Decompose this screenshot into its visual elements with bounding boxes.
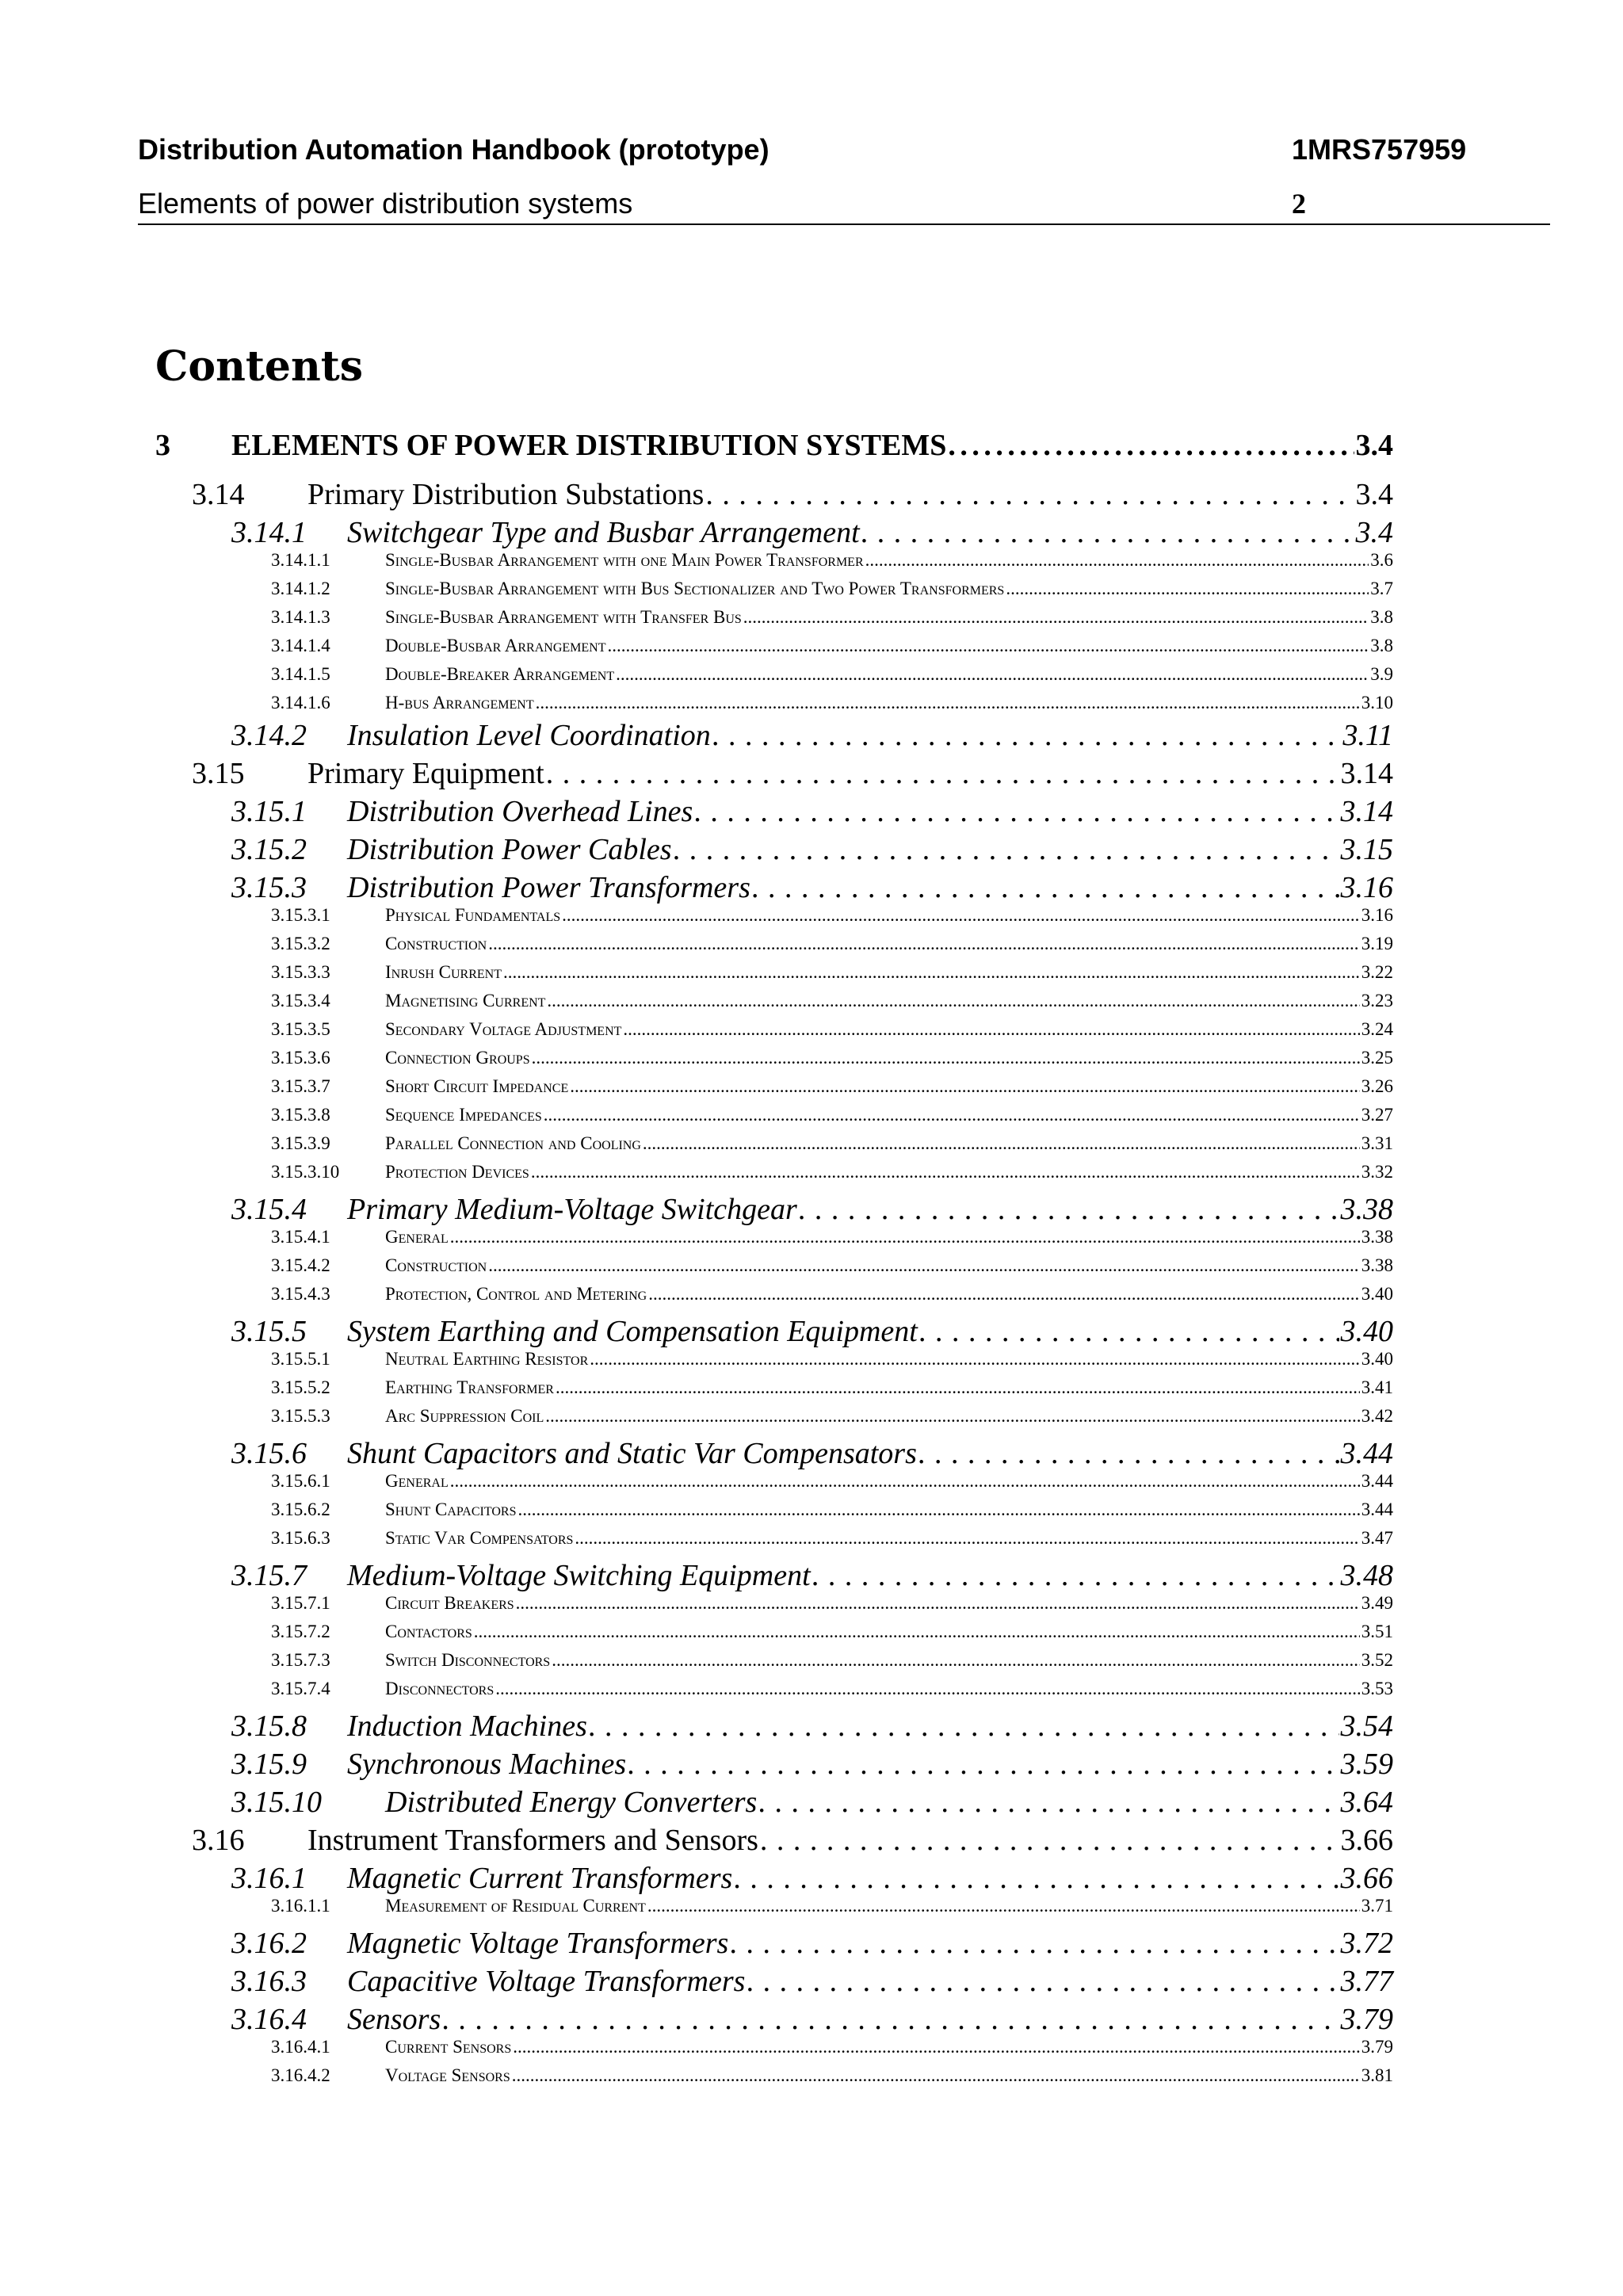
toc-dot-leader <box>545 1406 1359 1427</box>
toc-dot-leader <box>590 1349 1360 1370</box>
toc-entry-page: 3.7 <box>1370 579 1393 598</box>
toc-entry-page: 3.38 <box>1361 1255 1393 1275</box>
toc-entry-page: 3.41 <box>1361 1377 1393 1397</box>
toc-entry-number: 3.15.4.3 <box>271 1284 330 1304</box>
chapter-subtitle: Elements of power distribution systems <box>138 187 633 220</box>
toc-dot-leader <box>450 1471 1360 1492</box>
toc-entry-number: 3.16.1.1 <box>271 1896 330 1916</box>
toc-entry-number: 3.15.3.9 <box>271 1133 330 1153</box>
toc-entry-title: Primary Equipment <box>307 757 544 790</box>
toc-entry-title: Construction <box>385 1255 487 1275</box>
toc-entry-title: Induction Machines <box>347 1710 587 1743</box>
toc-entry[interactable] <box>231 1192 1393 1227</box>
toc-entry-title: Magnetic Current Transformers <box>347 1862 733 1895</box>
toc-entry[interactable] <box>271 1105 1393 1125</box>
toc-dot-leader <box>628 1747 1338 1782</box>
toc-entry[interactable] <box>271 2065 1393 2086</box>
toc-entry-title: Single-Busbar Arrangement with Bus Sectionalizer and Two Power Transformers <box>385 579 1005 598</box>
toc-entry[interactable] <box>231 718 1393 753</box>
toc-entry[interactable] <box>271 1650 1393 1671</box>
toc-dot-leader <box>547 991 1359 1011</box>
toc-entry-page: 3.66 <box>1340 1862 1393 1895</box>
toc-entry-title: General <box>385 1227 449 1247</box>
toc-entry-title: Distribution Power Cables <box>347 833 672 866</box>
toc-dot-leader <box>712 718 1342 753</box>
toc-dot-leader <box>674 832 1339 867</box>
toc-dot-leader <box>546 756 1339 791</box>
toc-entry-number: 3.15.5.2 <box>271 1377 330 1397</box>
toc-entry[interactable] <box>271 607 1393 628</box>
toc-dot-leader <box>495 1679 1360 1699</box>
toc-entry[interactable] <box>271 1896 1393 1916</box>
toc-entry-title: Measurement of Residual Current <box>385 1896 646 1916</box>
toc-entry-number: 3.15.5.1 <box>271 1349 330 1369</box>
toc-entry[interactable] <box>271 1255 1393 1276</box>
toc-entry-title: Voltage Sensors <box>385 2065 510 2085</box>
toc-entry-page: 3.15 <box>1340 833 1393 866</box>
toc-entry[interactable] <box>271 1162 1393 1182</box>
toc-entry-title: Sensors <box>347 2003 441 2036</box>
toc-dot-leader <box>503 962 1360 983</box>
toc-entry-number: 3.15.10 <box>231 1786 322 1819</box>
toc-entry-title: Instrument Transformers and Sensors <box>307 1824 758 1857</box>
toc-entry-page: 3.8 <box>1370 607 1393 627</box>
toc-dot-leader <box>442 2002 1338 2037</box>
toc-entry-title: Shunt Capacitors <box>385 1499 517 1519</box>
toc-entry[interactable] <box>271 1284 1393 1305</box>
toc-entry-page: 3.40 <box>1361 1284 1393 1304</box>
toc-entry-page: 3.79 <box>1340 2003 1393 2036</box>
toc-entry-title: Double-Busbar Arrangement <box>385 636 606 655</box>
toc-entry-title: Physical Fundamentals <box>385 905 561 925</box>
toc-entry-page: 3.8 <box>1370 636 1393 655</box>
toc-entry-number: 3.15.7.3 <box>271 1650 330 1670</box>
toc-entry-number: 3.15.6.2 <box>271 1499 330 1519</box>
toc-entry-page: 3.71 <box>1361 1896 1393 1916</box>
toc-entry-title: Parallel Connection and Cooling <box>385 1133 641 1153</box>
toc-entry-number: 3.16.4 <box>231 2003 307 2036</box>
toc-entry-page: 3.16 <box>1340 871 1393 904</box>
toc-entry-page: 3.40 <box>1340 1315 1393 1348</box>
toc-entry[interactable] <box>271 1377 1393 1398</box>
toc-entry-number: 3.15.3.10 <box>271 1162 340 1182</box>
toc-entry-title: Sequence Impedances <box>385 1105 542 1125</box>
toc-entry-title: Circuit Breakers <box>385 1593 514 1613</box>
toc-entry[interactable] <box>271 1019 1393 1040</box>
toc-entry-number: 3.16.2 <box>231 1927 307 1960</box>
toc-entry-page: 3.59 <box>1340 1748 1393 1781</box>
toc-entry[interactable] <box>271 905 1393 926</box>
handbook-title: Distribution Automation Handbook (prototype) <box>138 133 769 166</box>
toc-entry-number: 3.15.3.7 <box>271 1076 330 1096</box>
toc-entry-page: 3.48 <box>1340 1559 1393 1592</box>
toc-entry-title: Double-Breaker Arrangement <box>385 664 615 684</box>
toc-entry-title: Distributed Energy Converters <box>385 1786 758 1819</box>
toc-entry[interactable] <box>231 515 1393 550</box>
toc-entry-number: 3.16.4.1 <box>271 2037 330 2057</box>
toc-entry-page: 3.42 <box>1361 1406 1393 1426</box>
toc-entry[interactable] <box>271 1499 1393 1520</box>
toc-entry-page: 3.14 <box>1340 795 1393 828</box>
toc-dot-leader <box>616 664 1369 685</box>
toc-entry-title: H-bus Arrangement <box>385 693 534 712</box>
toc-dot-leader <box>647 1896 1360 1916</box>
toc-dot-leader <box>705 477 1354 512</box>
toc-dot-leader <box>760 1823 1339 1858</box>
toc-entry[interactable] <box>271 991 1393 1011</box>
toc-dot-leader <box>488 934 1360 954</box>
toc-dot-leader <box>747 1964 1338 1999</box>
toc-dot-leader <box>608 636 1369 656</box>
toc-entry[interactable] <box>192 756 1393 791</box>
toc-dot-leader <box>919 1314 1339 1349</box>
header-subtitle-row <box>138 187 1550 220</box>
toc-entry-page: 3.38 <box>1361 1227 1393 1247</box>
toc-entry-page: 3.22 <box>1361 962 1393 982</box>
toc-entry-number: 3.16.4.2 <box>271 2065 330 2085</box>
toc-entry[interactable] <box>231 870 1393 905</box>
toc-dot-leader <box>517 1499 1359 1520</box>
toc-entry[interactable] <box>231 1926 1393 1961</box>
toc-entry[interactable] <box>231 794 1393 829</box>
toc-dot-leader <box>544 1105 1360 1125</box>
toc-entry-title: Construction <box>385 934 487 953</box>
toc-entry-page: 3.27 <box>1361 1105 1393 1125</box>
header-title-row <box>138 133 1550 166</box>
toc-entry-page: 3.4 <box>1355 478 1393 511</box>
toc-dot-leader <box>562 905 1360 926</box>
toc-entry-page: 3.77 <box>1340 1965 1393 1998</box>
toc-entry-number: 3.14.1.5 <box>271 664 330 684</box>
toc-entry[interactable] <box>271 1622 1393 1642</box>
toc-entry[interactable] <box>231 2002 1393 2037</box>
toc-entry-number: 3.15.6.1 <box>271 1471 330 1491</box>
toc-entry-number: 3.15.1 <box>231 795 307 828</box>
toc-entry[interactable] <box>271 636 1393 656</box>
toc-entry-title: Secondary Voltage Adjustment <box>385 1019 622 1039</box>
toc-entry-number: 3.14.1.6 <box>271 693 330 712</box>
toc-dot-leader <box>589 1709 1339 1744</box>
toc-entry-number: 3.15.7.1 <box>271 1593 330 1613</box>
toc-entry-title: Medium-Voltage Switching Equipment <box>347 1559 811 1592</box>
toc-entry[interactable] <box>271 2037 1393 2057</box>
toc-entry-page: 3.24 <box>1361 1019 1393 1039</box>
toc-entry-number: 3.16.1 <box>231 1862 307 1895</box>
toc-entry-number: 3.14.1.2 <box>271 579 330 598</box>
toc-entry-page: 3.19 <box>1361 934 1393 953</box>
toc-entry-page: 3.66 <box>1340 1824 1393 1857</box>
toc-entry[interactable] <box>271 693 1393 713</box>
toc-dot-leader <box>532 1048 1360 1068</box>
toc-entry-title: Primary Distribution Substations <box>307 478 705 511</box>
toc-dot-leader <box>623 1019 1359 1040</box>
toc-dot-leader <box>570 1076 1360 1097</box>
toc-entry-title: Protection Devices <box>385 1162 529 1182</box>
toc-entry-title: Primary Medium-Voltage Switchgear <box>347 1193 797 1226</box>
toc-entry[interactable] <box>271 664 1393 685</box>
toc-entry-number: 3.15.3.3 <box>271 962 330 982</box>
toc-entry-number: 3.14 <box>192 478 245 511</box>
toc-entry-title: Switchgear Type and Busbar Arrangement <box>347 516 860 549</box>
toc-entry-number: 3.15.3.4 <box>271 991 330 1010</box>
toc-dot-leader <box>516 1593 1360 1614</box>
toc-entry[interactable] <box>231 832 1393 867</box>
toc-entry-page: 3.31 <box>1361 1133 1393 1153</box>
document-id: 1MRS757959 <box>1292 133 1467 166</box>
toc-entry-number: 3.15 <box>192 757 245 790</box>
toc-dot-leader <box>734 1861 1338 1896</box>
toc-entry-number: 3.14.1.4 <box>271 636 330 655</box>
toc-entry-page: 3.54 <box>1340 1710 1393 1743</box>
toc-entry[interactable] <box>271 1471 1393 1492</box>
toc-entry-title: Protection, Control and Metering <box>385 1284 647 1304</box>
toc-dot-leader <box>536 693 1360 713</box>
toc-entry[interactable] <box>271 962 1393 983</box>
toc-dot-leader <box>575 1528 1359 1549</box>
toc-dot-leader <box>556 1377 1360 1398</box>
toc-dot-leader <box>643 1133 1360 1154</box>
toc-entry-page: 3.25 <box>1361 1048 1393 1068</box>
toc-entry[interactable] <box>231 1747 1393 1782</box>
toc-dot-leader <box>758 1785 1338 1820</box>
toc-entry-number: 3.15.3.2 <box>271 934 330 953</box>
toc-dot-leader <box>450 1227 1360 1247</box>
toc-entry-page: 3.10 <box>1361 693 1393 712</box>
toc-entry-page: 3.32 <box>1361 1162 1393 1182</box>
toc-entry-page: 3.16 <box>1361 905 1393 925</box>
toc-dot-leader <box>531 1162 1360 1182</box>
toc-entry-number: 3.15.4.1 <box>271 1227 330 1247</box>
toc-entry-title: Single-Busbar Arrangement with Transfer Bus <box>385 607 742 627</box>
toc-entry-number: 3.15.8 <box>231 1710 307 1743</box>
toc-entry-page: 3.23 <box>1361 991 1393 1010</box>
toc-entry-number: 3.15.3.1 <box>271 905 330 925</box>
toc-entry-title: Current Sensors <box>385 2037 512 2057</box>
toc-entry-page: 3.47 <box>1361 1528 1393 1548</box>
toc-entry[interactable] <box>231 1709 1393 1744</box>
toc-entry-number: 3.15.9 <box>231 1748 307 1781</box>
toc-entry-title: Shunt Capacitors and Static Var Compensators <box>347 1437 917 1470</box>
toc-entry-number: 3.15.5 <box>231 1315 307 1348</box>
toc-entry[interactable] <box>271 1133 1393 1154</box>
toc-entry-number: 3 <box>155 429 170 462</box>
toc-dot-leader <box>552 1650 1360 1671</box>
toc-entry-number: 3.15.5.3 <box>271 1406 330 1426</box>
toc-entry-title: Contactors <box>385 1622 472 1641</box>
toc-entry-number: 3.16.3 <box>231 1965 307 1998</box>
toc-entry-number: 3.15.3.6 <box>271 1048 330 1068</box>
toc-entry-title: General <box>385 1471 449 1491</box>
toc-entry[interactable] <box>271 1593 1393 1614</box>
toc-entry-number: 3.15.4 <box>231 1193 307 1226</box>
toc-entry-page: 3.81 <box>1361 2065 1393 2085</box>
toc-dot-leader <box>752 870 1339 905</box>
toc-entry-page: 3.49 <box>1361 1593 1393 1613</box>
toc-entry-page: 3.6 <box>1370 550 1393 570</box>
toc-entry-title: ELEMENTS OF POWER DISTRIBUTION SYSTEMS <box>231 429 947 462</box>
toc-entry-number: 3.14.1.3 <box>271 607 330 627</box>
toc-entry-number: 3.15.4.2 <box>271 1255 330 1275</box>
toc-entry-page: 3.4 <box>1355 429 1393 462</box>
toc-entry-title: Switch Disconnectors <box>385 1650 551 1670</box>
toc-entry-page: 3.9 <box>1370 664 1393 684</box>
toc-entry-title: Distribution Power Transformers <box>347 871 750 904</box>
toc-entry[interactable] <box>231 1436 1393 1471</box>
toc-entry-title: Inrush Current <box>385 962 502 982</box>
toc-dot-leader <box>474 1622 1360 1642</box>
toc-entry-page: 3.14 <box>1340 757 1393 790</box>
toc-entry[interactable] <box>271 1528 1393 1549</box>
toc-dot-leader <box>730 1926 1338 1961</box>
toc-dot-leader <box>865 550 1369 571</box>
toc-entry[interactable] <box>271 1349 1393 1370</box>
toc-dot-leader <box>799 1192 1339 1227</box>
toc-entry-number: 3.15.2 <box>231 833 307 866</box>
toc-entry-title: Neutral Earthing Resistor <box>385 1349 589 1369</box>
toc-entry-number: 3.15.7.4 <box>271 1679 330 1698</box>
toc-entry-number: 3.15.3 <box>231 871 307 904</box>
toc-entry[interactable] <box>271 1227 1393 1247</box>
toc-entry-number: 3.14.1.1 <box>271 550 330 570</box>
toc-entry[interactable] <box>192 1823 1393 1858</box>
toc-entry-number: 3.15.3.5 <box>271 1019 330 1039</box>
toc-entry-title: Short Circuit Impedance <box>385 1076 569 1096</box>
contents-heading: Contents <box>155 342 364 391</box>
toc-entry[interactable] <box>271 579 1393 599</box>
toc-entry-page: 3.44 <box>1361 1499 1393 1519</box>
toc-dot-leader <box>1006 579 1369 599</box>
toc-dot-leader <box>512 2065 1360 2086</box>
toc-dot-leader <box>694 794 1338 829</box>
header-divider <box>138 223 1550 225</box>
toc-entry-title: Insulation Level Coordination <box>347 719 711 752</box>
toc-entry-title: Earthing Transformer <box>385 1377 554 1397</box>
toc-dot-leader <box>861 515 1354 550</box>
toc-entry[interactable] <box>155 428 1393 463</box>
toc-dot-leader <box>918 1436 1339 1471</box>
toc-entry-number: 3.16 <box>192 1824 245 1857</box>
toc-entry-title: Connection Groups <box>385 1048 530 1068</box>
toc-entry[interactable] <box>271 1048 1393 1068</box>
toc-entry[interactable] <box>192 477 1393 512</box>
toc-dot-leader <box>648 1284 1360 1305</box>
toc-entry-number: 3.14.2 <box>231 719 307 752</box>
toc-entry-page: 3.11 <box>1342 719 1393 752</box>
toc-entry-page: 3.79 <box>1361 2037 1393 2057</box>
page-number: 2 <box>1292 188 1306 220</box>
toc-entry-title: System Earthing and Compensation Equipment <box>347 1315 918 1348</box>
toc-entry-number: 3.15.7.2 <box>271 1622 330 1641</box>
toc-entry-page: 3.44 <box>1361 1471 1393 1491</box>
toc-dot-leader <box>488 1255 1360 1276</box>
toc-entry-title: Synchronous Machines <box>347 1748 627 1781</box>
toc-entry[interactable] <box>271 1679 1393 1699</box>
toc-entry[interactable] <box>231 1861 1393 1896</box>
toc-dot-leader <box>812 1558 1339 1593</box>
toc-dot-leader <box>743 607 1369 628</box>
toc-entry-title: Static Var Compensators <box>385 1528 574 1548</box>
toc-entry[interactable] <box>231 1558 1393 1593</box>
toc-entry-number: 3.15.6 <box>231 1437 307 1470</box>
toc-entry-page: 3.72 <box>1340 1927 1393 1960</box>
toc-entry-title: Disconnectors <box>385 1679 495 1698</box>
toc-entry[interactable] <box>231 1964 1393 1999</box>
toc-dot-leader <box>513 2037 1360 2057</box>
toc-entry-page: 3.38 <box>1340 1193 1393 1226</box>
toc-entry-number: 3.15.3.8 <box>271 1105 330 1125</box>
toc-entry[interactable] <box>271 1076 1393 1097</box>
toc-entry-page: 3.44 <box>1340 1437 1393 1470</box>
toc-entry-title: Magnetic Voltage Transformers <box>347 1927 729 1960</box>
toc-entry-number: 3.15.6.3 <box>271 1528 330 1548</box>
toc-entry-title: Arc Suppression Coil <box>385 1406 544 1426</box>
toc-entry-page: 3.26 <box>1361 1076 1393 1096</box>
toc-entry-title: Magnetising Current <box>385 991 546 1010</box>
toc-entry-page: 3.40 <box>1361 1349 1393 1369</box>
toc-entry-title: Single-Busbar Arrangement with one Main Power Transformer <box>385 550 864 570</box>
toc-entry[interactable] <box>271 550 1393 571</box>
toc-entry-page: 3.64 <box>1340 1786 1393 1819</box>
toc-entry[interactable] <box>271 1406 1393 1427</box>
toc-dot-leader <box>948 428 1354 463</box>
toc-entry-title: Capacitive Voltage Transformers <box>347 1965 746 1998</box>
toc-entry-page: 3.4 <box>1355 516 1393 549</box>
toc-entry[interactable] <box>231 1785 1393 1820</box>
toc-entry-title: Distribution Overhead Lines <box>347 795 693 828</box>
toc-entry-number: 3.14.1 <box>231 516 307 549</box>
toc-entry-page: 3.52 <box>1361 1650 1393 1670</box>
toc-entry[interactable] <box>271 934 1393 954</box>
toc-entry-page: 3.53 <box>1361 1679 1393 1698</box>
toc-entry-number: 3.15.7 <box>231 1559 307 1592</box>
toc-entry-page: 3.51 <box>1361 1622 1393 1641</box>
toc-entry[interactable] <box>231 1314 1393 1349</box>
